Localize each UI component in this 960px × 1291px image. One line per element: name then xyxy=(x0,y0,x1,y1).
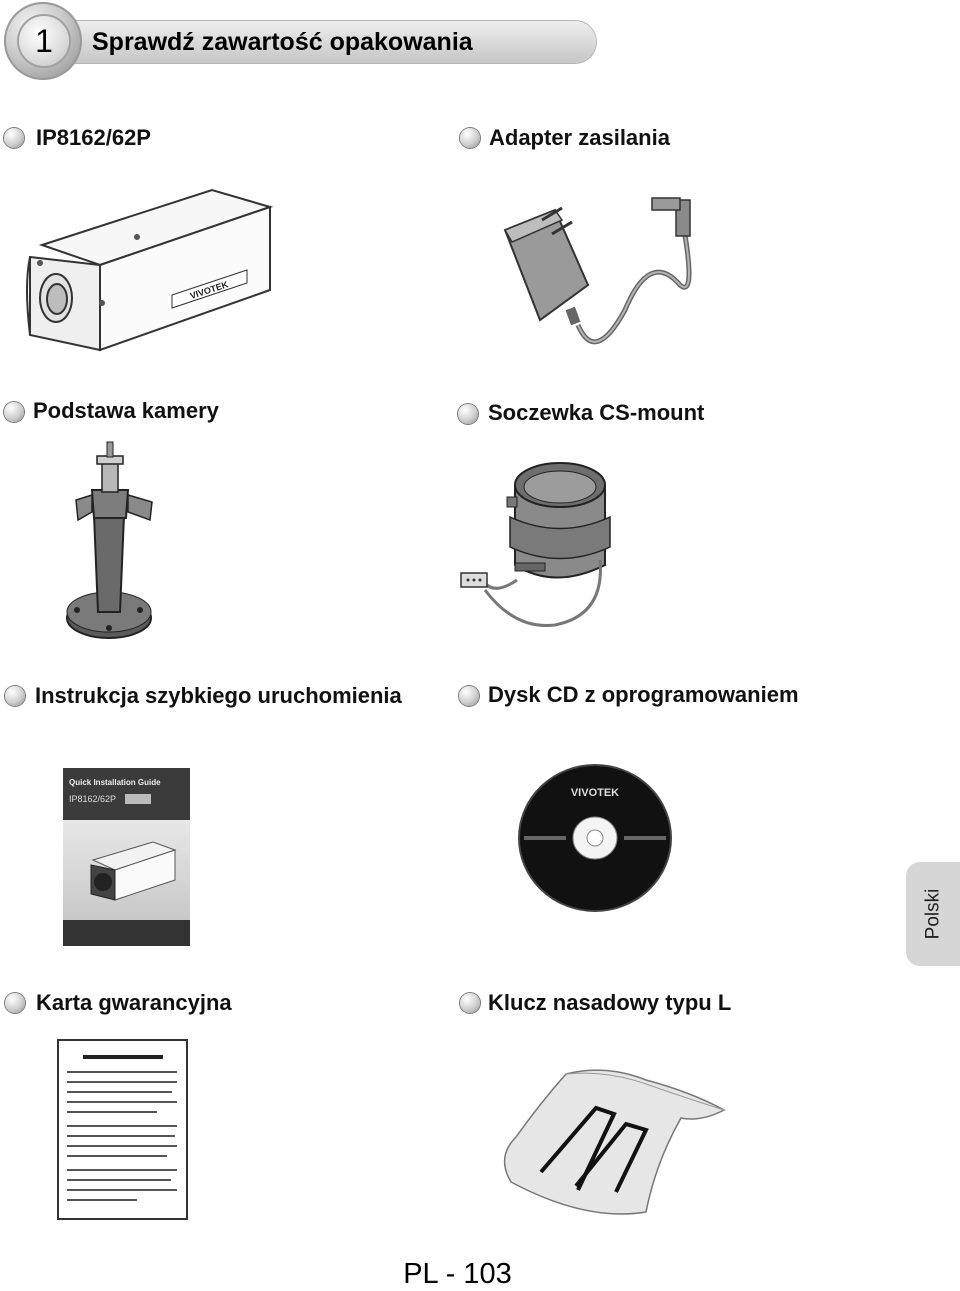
bullet-icon xyxy=(460,128,480,148)
booklet-badge xyxy=(125,794,151,804)
l-key-bag-illustration xyxy=(496,1062,728,1224)
step-number-badge xyxy=(4,2,82,80)
booklet-camera-photo xyxy=(63,820,190,920)
bullet-icon xyxy=(460,993,480,1013)
item-label-software-cd: Dysk CD z oprogramowaniem xyxy=(488,682,799,707)
software-cd-illustration xyxy=(516,762,674,914)
bullet-icon xyxy=(5,686,25,706)
item-label-cs-lens: Soczewka CS-mount xyxy=(488,400,705,425)
power-adapter-illustration xyxy=(500,190,700,355)
bullet-icon xyxy=(4,402,24,422)
language-tab xyxy=(906,862,960,966)
step-number: 1 xyxy=(19,16,69,66)
item-label-camera: IP8162/62P xyxy=(36,125,151,150)
booklet-footer-band xyxy=(63,920,190,946)
item-label-l-key: Klucz nasadowy typu L xyxy=(488,990,732,1015)
booklet-camera-image xyxy=(63,820,190,920)
camera-brand-text: VIVOTEK xyxy=(188,279,230,302)
booklet-title: Quick Installation Guide xyxy=(69,778,161,787)
item-label-quick-guide: Instrukcja szybkiego uruchomienia xyxy=(35,683,402,708)
quick-guide-booklet-illustration xyxy=(63,768,190,946)
item-label-power-adapter: Adapter zasilania xyxy=(489,125,670,150)
section-title: Sprawdź zawartość opakowania xyxy=(92,28,473,56)
cd-brand-text: VIVOTEK xyxy=(570,787,620,799)
bullet-icon xyxy=(4,128,24,148)
camera-illustration xyxy=(22,185,277,360)
item-label-camera-stand: Podstawa kamery xyxy=(33,398,219,423)
booklet-model: IP8162/62P xyxy=(69,794,117,804)
warranty-card-illustration xyxy=(57,1039,188,1220)
language-tab-label: Polski xyxy=(922,888,943,940)
bullet-icon xyxy=(459,686,479,706)
bullet-icon xyxy=(458,404,478,424)
bullet-icon xyxy=(5,993,25,1013)
page-number: PL - 103 xyxy=(403,1258,512,1290)
camera-stand-illustration xyxy=(62,440,167,645)
cs-lens-illustration xyxy=(455,455,615,635)
item-label-warranty-card: Karta gwarancyjna xyxy=(36,990,232,1015)
